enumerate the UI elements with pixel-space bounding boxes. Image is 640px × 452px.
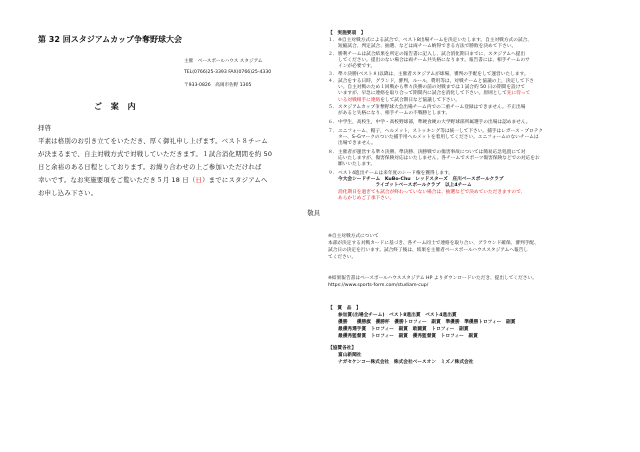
organizer-host: 主催 ベースボールハウス スタジアム bbox=[184, 59, 263, 64]
body-line-3: 日と余裕のある日程としております。お繰り合わせの上ご参加いただければ bbox=[38, 163, 262, 171]
report-note: ※結果報告書はベースボールハウススタジアム HP よりダウンロードいただき、提出してください。 bbox=[328, 276, 537, 281]
note-title: ※自主対戦方式について bbox=[328, 234, 379, 239]
body-line-4: 幸いです。なお実施要項をご覧いただき５月 18 日（日）までにスタジアムへ bbox=[38, 176, 268, 184]
note-line-1: 本部が決定する対戦カードに基づき、各チーム同士で連絡を取り合い、グラウンド確保、審判手配、 bbox=[328, 241, 539, 246]
closing-sign: 敬具 bbox=[307, 209, 320, 217]
sponsor-1: 富山新聞社 bbox=[338, 353, 362, 358]
prizes-heading: 【 賞 品 】 bbox=[328, 306, 361, 311]
event-title: 第 32 回スタジアムカップ争奪野球大会 bbox=[38, 35, 183, 44]
deadline-day: 日 bbox=[195, 176, 203, 184]
report-url[interactable]: https://www.sports-form.com/studiam-cup/ bbox=[328, 283, 429, 288]
warning-text-2: あらかじめご了承下さい。 bbox=[338, 195, 395, 201]
sponsor-2: ナガセケンコー株式会社 株式会社ベースオン ミズノ株式会社 bbox=[338, 360, 474, 365]
organizer-address: 〒933-0826 高岡市佐野 1305 bbox=[184, 83, 252, 88]
prize-line-2: 優勝 優勝旗 優勝杯 優勝トロフィー 副賞 準優勝 準優勝トロフィー 副賞 bbox=[338, 320, 516, 325]
body-line-1: 平素は格別のお引き立てをいただき、厚く御礼申し上げます。ベスト８チーム bbox=[38, 137, 268, 145]
prize-line-4: 最優秀監督賞 トロフィー 副賞 優秀監督賞 トロフィー 副賞 bbox=[338, 334, 478, 339]
prize-line-1: 参加賞(出場全チーム) ベスト8進出賞 ベスト4進出賞 bbox=[338, 313, 457, 318]
announcement-heading: ご 案 内 bbox=[94, 102, 139, 111]
note-line-3: てください。 bbox=[328, 255, 357, 260]
prize-line-3: 最優秀選手賞 トロフィー 副賞 敢闘賞 トロフィー 副賞 bbox=[338, 327, 469, 332]
body-line-5: お申し込み下さい。 bbox=[38, 189, 98, 197]
note-line-2: 試合日の決定を行います。試合終了後は、結果を主催者ベースボールハウススタジアムへ報告し bbox=[328, 248, 529, 253]
organizer-tel-fax: TEL(0766)25-3393 FAX(0766)25-4330 bbox=[184, 70, 272, 75]
guidelines-heading: 【 実施要項 】 bbox=[328, 31, 366, 36]
sponsors-heading: 【協賛各社】 bbox=[328, 346, 357, 351]
greeting: 拝啓 bbox=[38, 124, 52, 132]
body-line-2: が決まるまで、自主対戦方式で対戦していただきます。１試合消化期間を約 50 bbox=[38, 150, 273, 158]
warning-text-1: 消化期日を過ぎても試合が終わっていない場合は、抽選などで決めていただきますので、 bbox=[338, 189, 526, 195]
